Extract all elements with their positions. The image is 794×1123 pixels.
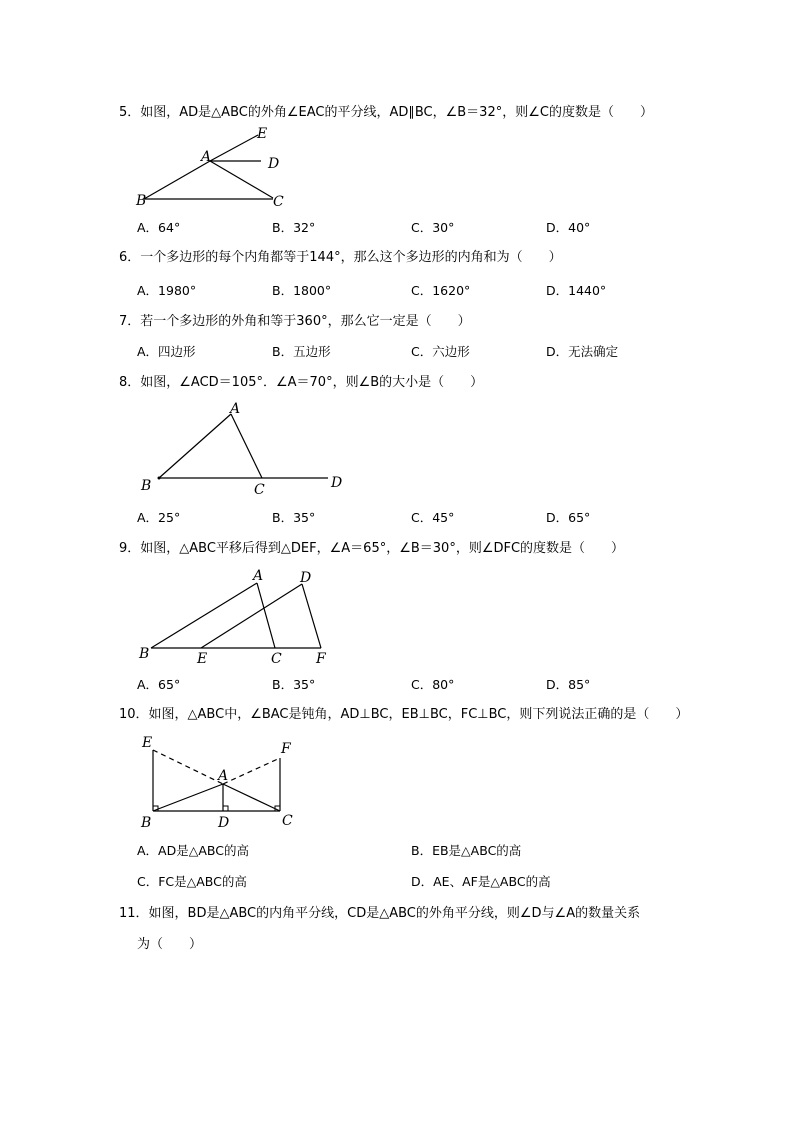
q6-option-d[interactable]: D．1440° bbox=[546, 283, 607, 298]
line-ba bbox=[153, 784, 223, 811]
q10-stem: 10．如图，△ABC中，∠BAC是钝角，AD⊥BC，EB⊥BC，FC⊥BC，则下列说法正确的是（ ） bbox=[119, 707, 689, 722]
label-c: C bbox=[273, 194, 284, 210]
q8-figure bbox=[135, 398, 350, 498]
line-ac bbox=[257, 583, 275, 648]
line-ba bbox=[151, 583, 257, 648]
q10-option-c[interactable]: C．FC是△ABC的高 bbox=[137, 874, 247, 889]
q9-option-a[interactable]: A．65° bbox=[137, 677, 181, 692]
q5-stem: 5．如图，AD是△ABC的外角∠EAC的平分线，AD∥BC，∠B＝32°，则∠C的度数是（ ） bbox=[119, 105, 653, 120]
q8-option-a[interactable]: A．25° bbox=[137, 510, 181, 525]
label-c: C bbox=[282, 813, 293, 829]
label-d: D bbox=[300, 570, 312, 586]
q7-option-b[interactable]: B．五边形 bbox=[272, 344, 331, 359]
q6-option-c[interactable]: C．1620° bbox=[411, 283, 471, 298]
q11-stem-line1: 11．如图，BD是△ABC的内角平分线，CD是△ABC的外角平分线，则∠D与∠A的数量关系 bbox=[119, 906, 641, 921]
q7-option-a[interactable]: A．四边形 bbox=[137, 344, 196, 359]
line-ba bbox=[159, 414, 231, 478]
q5-option-d[interactable]: D．40° bbox=[546, 220, 591, 235]
label-b: B bbox=[141, 478, 152, 494]
label-e: E bbox=[142, 735, 153, 751]
q8-option-d[interactable]: D．65° bbox=[546, 510, 591, 525]
q5-option-c[interactable]: C．30° bbox=[411, 220, 455, 235]
line-ac bbox=[231, 414, 262, 478]
q5-option-a[interactable]: A．64° bbox=[137, 220, 181, 235]
line-af bbox=[223, 758, 280, 784]
q10-figure bbox=[135, 732, 300, 832]
line-ae bbox=[210, 135, 258, 161]
q5-option-b[interactable]: B．32° bbox=[272, 220, 316, 235]
q7-option-d[interactable]: D．无法确定 bbox=[546, 344, 619, 359]
line-ac bbox=[210, 161, 273, 198]
q8-option-c[interactable]: C．45° bbox=[411, 510, 455, 525]
label-a: A bbox=[201, 149, 212, 165]
q9-option-b[interactable]: B．35° bbox=[272, 677, 316, 692]
line-ea bbox=[153, 750, 223, 784]
label-d: D bbox=[331, 475, 343, 491]
line-ed bbox=[201, 584, 302, 648]
line-ac bbox=[223, 784, 280, 811]
line-df bbox=[302, 584, 321, 648]
q10-option-a[interactable]: A．AD是△ABC的高 bbox=[137, 843, 249, 858]
label-e: E bbox=[197, 651, 208, 667]
q8-option-b[interactable]: B．35° bbox=[272, 510, 316, 525]
q6-stem: 6．一个多边形的每个内角都等于144°，那么这个多边形的内角和为（ ） bbox=[119, 250, 562, 265]
label-b: B bbox=[139, 646, 150, 662]
q7-option-c[interactable]: C．六边形 bbox=[411, 344, 470, 359]
label-f: F bbox=[281, 741, 291, 757]
q6-option-a[interactable]: A．1980° bbox=[137, 283, 197, 298]
q9-option-c[interactable]: C．80° bbox=[411, 677, 455, 692]
line-ab bbox=[144, 161, 210, 199]
label-d: D bbox=[268, 156, 280, 172]
q9-option-d[interactable]: D．85° bbox=[546, 677, 591, 692]
label-e: E bbox=[257, 126, 268, 142]
label-f: F bbox=[316, 651, 326, 667]
label-a: A bbox=[230, 401, 241, 417]
label-c: C bbox=[271, 651, 282, 667]
q7-stem: 7．若一个多边形的外角和等于360°，那么它一定是（ ） bbox=[119, 314, 471, 329]
q8-stem: 8．如图，∠ACD＝105°．∠A＝70°，则∠B的大小是（ ） bbox=[119, 375, 484, 390]
q11-stem-line2: 为（ ） bbox=[137, 937, 203, 952]
label-b: B bbox=[136, 193, 147, 209]
label-a: A bbox=[218, 768, 229, 784]
label-b: B bbox=[141, 815, 152, 831]
label-a: A bbox=[253, 568, 264, 584]
q9-figure bbox=[135, 566, 340, 666]
q10-option-d[interactable]: D．AE、AF是△ABC的高 bbox=[411, 874, 551, 889]
q5-figure bbox=[130, 125, 300, 215]
label-d: D bbox=[218, 815, 230, 831]
q6-option-b[interactable]: B．1800° bbox=[272, 283, 332, 298]
q10-option-b[interactable]: B．EB是△ABC的高 bbox=[411, 843, 522, 858]
label-c: C bbox=[254, 482, 265, 498]
q9-stem: 9．如图，△ABC平移后得到△DEF，∠A＝65°，∠B＝30°，则∠DFC的度数是（ ） bbox=[119, 541, 625, 556]
